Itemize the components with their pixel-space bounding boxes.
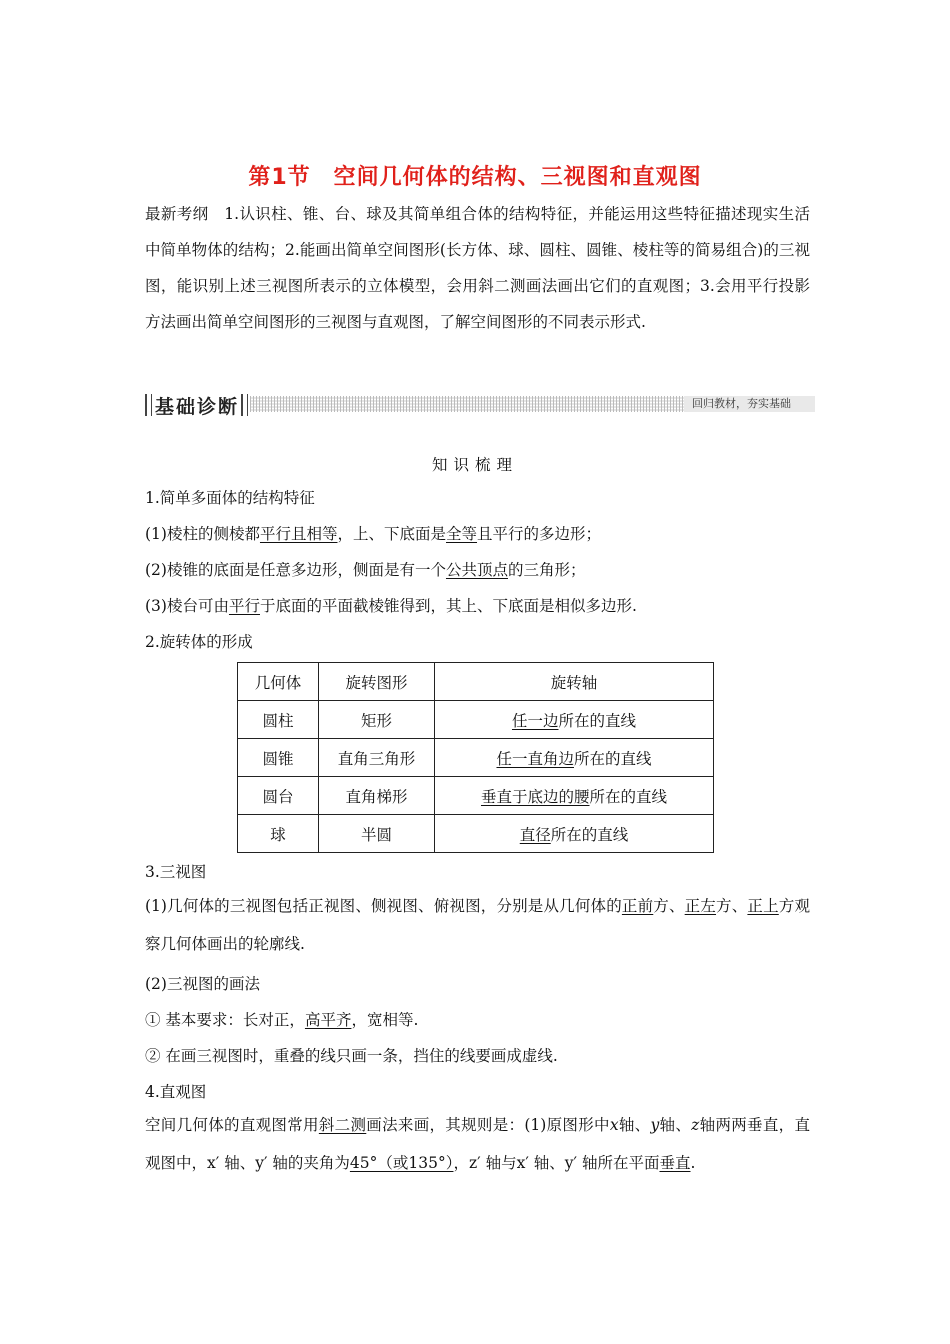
table-cell: 圆锥 <box>238 739 319 777</box>
table-cell: 直角三角形 <box>319 739 435 777</box>
text: 方、 <box>716 897 748 915</box>
text: (1)棱柱的侧棱都 <box>145 525 260 543</box>
table-row <box>238 739 714 777</box>
answer-text: 任一直角边 <box>496 749 574 768</box>
section-1-heading: 1.简单多面体的结构特征 <box>145 489 315 507</box>
table-header: 旋转图形 <box>319 663 435 701</box>
answer-text: 高平齐 <box>304 1011 352 1029</box>
answer-text: 直径 <box>519 825 551 844</box>
text: (3)棱台可由 <box>145 597 229 615</box>
table-header-row <box>238 663 714 701</box>
table-row <box>238 815 714 853</box>
section-2-heading: 2.旋转体的形成 <box>145 633 253 651</box>
answer-text: 45°（或135°） <box>349 1154 454 1172</box>
text: 画法来画，其规则是：(1)原图形中 <box>366 1116 610 1134</box>
table-cell: 球 <box>238 815 319 853</box>
text: 的三角形； <box>507 561 586 579</box>
text: 空间几何体的直观图常用 <box>145 1116 319 1134</box>
banner-bar-separator <box>241 394 248 416</box>
s1-line-2 <box>145 558 586 580</box>
text: 所在的直线 <box>558 711 637 730</box>
text: 所在的直线 <box>550 825 629 844</box>
text: 所在的直线 <box>574 749 652 768</box>
text: (1)几何体的三视图包括正视图、侧视图、俯视图，分别是从几何体的 <box>145 897 622 915</box>
text: 且平行的多边形； <box>477 525 602 543</box>
table-row <box>238 701 714 739</box>
table-cell <box>435 701 714 739</box>
answer-text: 平行 <box>228 597 260 615</box>
math-var: y <box>650 1116 660 1134</box>
text: 轴、 <box>618 1116 651 1134</box>
table-cell: 半圆 <box>319 815 435 853</box>
math-var: z <box>691 1116 700 1134</box>
answer-text: 垂直于底边的腰 <box>480 787 590 806</box>
s1-line-3 <box>145 594 637 616</box>
table-cell: 圆柱 <box>238 701 319 739</box>
text: . <box>690 1154 696 1172</box>
text: 于底面的平面截棱锥得到，其上、下底面是相似多边形. <box>259 597 637 615</box>
table-cell <box>435 815 714 853</box>
section-banner <box>145 393 815 417</box>
text: ，宽相等. <box>351 1011 419 1029</box>
table-header: 旋转轴 <box>435 663 714 701</box>
text: 轴两两垂直，直观图中，x′ 轴、y′ 轴的夹角为 <box>145 1116 810 1172</box>
table-header: 几何体 <box>238 663 319 701</box>
text: 所在的直线 <box>589 787 668 806</box>
s3-line-1 <box>145 1008 418 1030</box>
text: 轴、 <box>659 1116 692 1134</box>
table-cell: 圆台 <box>238 777 319 815</box>
text: ，上、下底面是 <box>337 525 446 543</box>
answer-text: 垂直 <box>659 1154 691 1172</box>
s1-line-1 <box>145 522 601 544</box>
text: ① 基本要求：长对正， <box>145 1011 305 1029</box>
s3-subheading: (2)三视图的画法 <box>145 975 260 993</box>
text: (2)棱锥的底面是任意多边形，侧面是有一个 <box>145 561 446 579</box>
answer-text: 公共顶点 <box>445 561 508 579</box>
text: 方观察几何体画出的轮廓线. <box>145 897 810 953</box>
answer-text: 任一边 <box>511 711 559 730</box>
answer-text: 正前 <box>621 897 654 915</box>
table-row <box>238 777 714 815</box>
banner-bar-left <box>145 394 152 416</box>
table-cell <box>435 739 714 777</box>
exam-outline: 最新考纲 1.认识柱、锥、台、球及其简单组合体的结构特征，并能运用这些特征描述现实生活中简单物体的结构；2.能画出简单空间图形(长方体、球、圆柱、圆锥、棱柱等的简易组合)的三视图，能识别上述三视图所表示的立体模型，会用斜二测画法画出它们的直观图；3.会用平行投影方法画出简单空间图形的三视图与直观图，了解空间图形的不同表示形式. <box>145 205 810 331</box>
table-cell: 矩形 <box>319 701 435 739</box>
table-cell: 直角梯形 <box>319 777 435 815</box>
s3-paragraph-1 <box>145 887 810 963</box>
banner-label: 基础诊断 <box>155 396 240 418</box>
answer-text: 斜二测 <box>318 1116 367 1134</box>
answer-text: 正上 <box>747 897 779 915</box>
s3-line-2: ② 在画三视图时，重叠的线只画一条，挡住的线要画成虚线. <box>145 1047 558 1065</box>
section-3-heading: 3.三视图 <box>145 863 207 881</box>
rotation-body-table <box>237 662 714 853</box>
section-4-heading: 4.直观图 <box>145 1083 207 1101</box>
knowledge-subhead: 知识梳理 <box>431 456 518 474</box>
answer-text: 平行且相等 <box>259 525 338 543</box>
table-cell <box>435 777 714 815</box>
text: 方、 <box>653 897 685 915</box>
banner-tagline: 回归教材，夯实基础 <box>684 396 815 412</box>
answer-text: 全等 <box>446 525 478 543</box>
text: ，z′ 轴与x′ 轴、y′ 轴所在平面 <box>453 1154 660 1172</box>
answer-text: 正左 <box>684 897 717 915</box>
page-title: 第1节 空间几何体的结构、三视图和直观图 <box>248 165 702 190</box>
s4-paragraph <box>145 1106 810 1182</box>
math-var: x <box>609 1116 619 1134</box>
